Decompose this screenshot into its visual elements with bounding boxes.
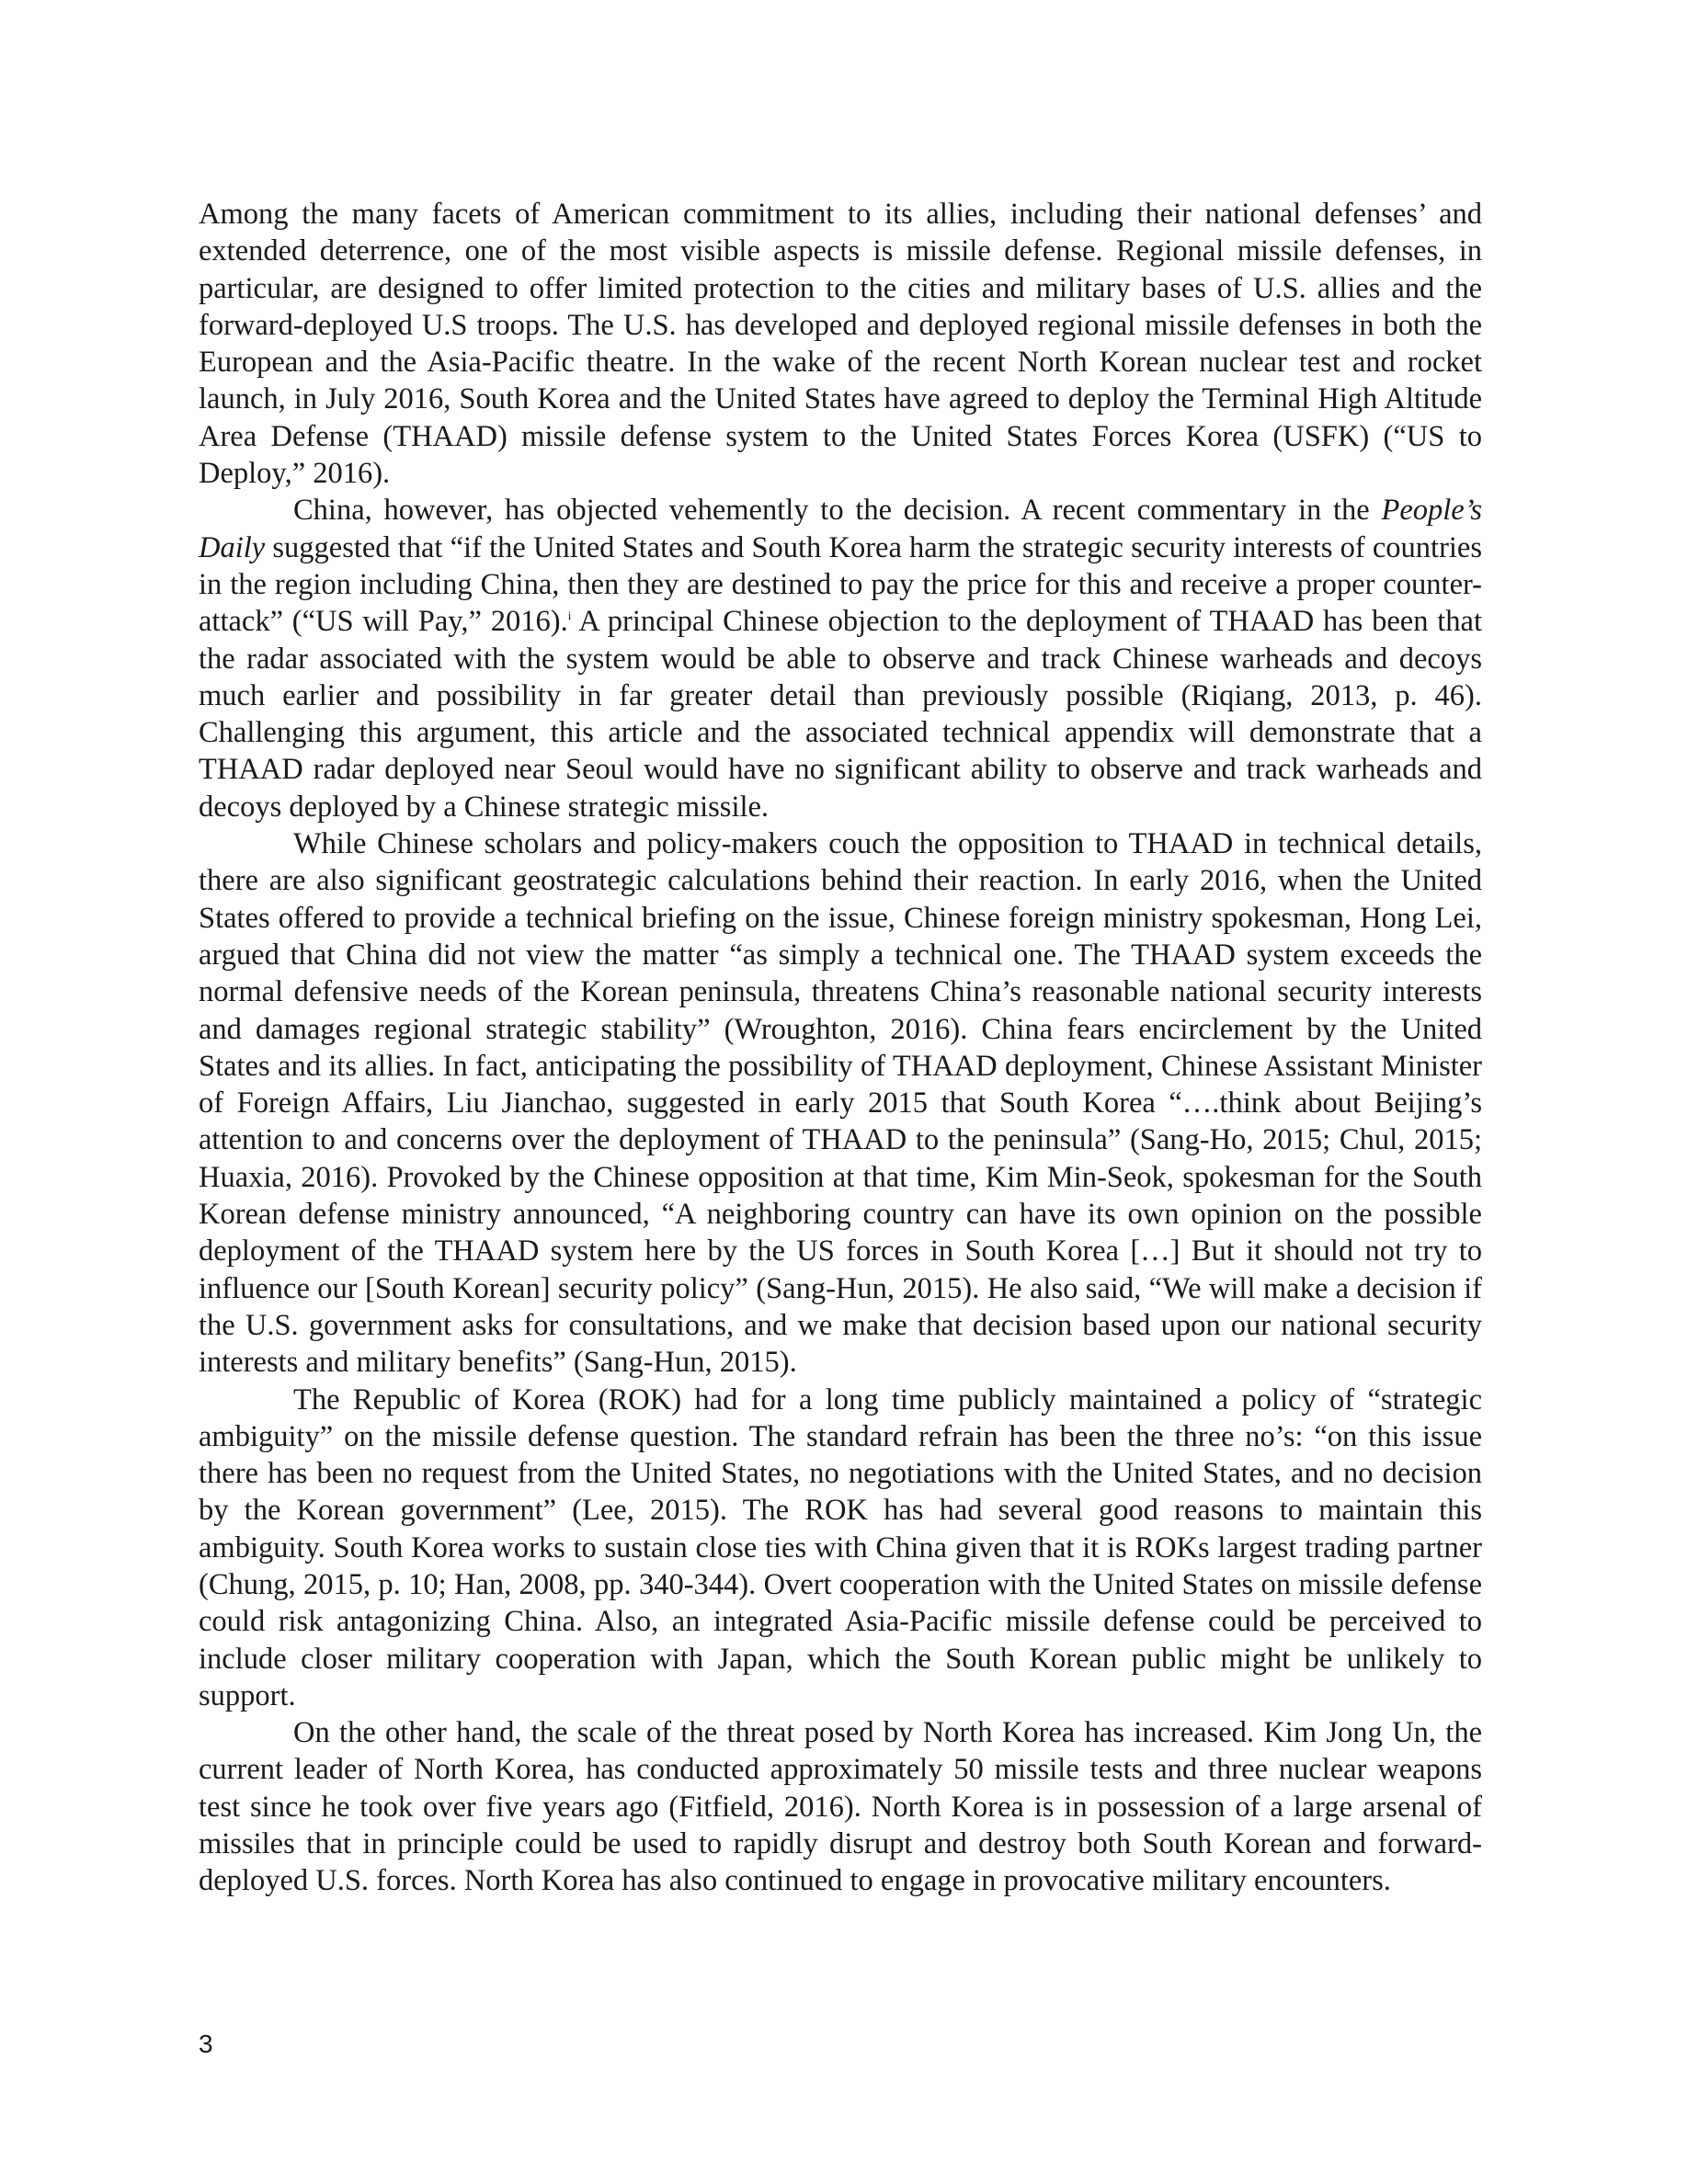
paragraph-1: Among the many facets of American commitment to its allies, including their national defenses’ and extended deterrence, one of the most visible aspects is missile defense. Regional missile defenses, in particular, are designed to offer limited protection to the cities and military bases of U.S. allies and the forward-deployed U.S troops. The U.S. has developed and deployed regional missile defenses in both the European and the Asia-Pacific theatre. In the wake of the recent North Korean nuclear test and rocket launch, in July 2016, South Korea and the United States have agreed to deploy the Terminal High Altitude Area Defense (THAAD) missile defense system to the United States Forces Korea (USFK) (“US to Deploy,” 2016). — [199, 198, 1482, 491]
paragraph-4: The Republic of Korea (ROK) had for a long time publicly maintained a policy of “strategic ambiguity” on the missile defense question. The standard refrain has been the three no’s: “on this issue there has been no request from the United States, no negotiations with the United States, and no decision by the Korean government” (Lee, 2015). The ROK has had several good reasons to maintain this ambiguity. South Korea works to sustain close ties with China given that it is ROKs largest trading partner (Chung, 2015, p. 10; Han, 2008, pp. 340-344). Overt cooperation with the United States on missile defense could risk antagonizing China. Also, an integrated Asia-Pacific missile defense could be perceived to include closer military cooperation with Japan, which the South Korean public might be unlikely to support. — [199, 1382, 1482, 1712]
paragraph-2-lead: China, however, has objected vehemently to the decision. A recent commentary in the — [293, 494, 1382, 528]
publication-title: People’s Daily — [199, 494, 1482, 564]
paragraph-3: While Chinese scholars and policy-makers couch the opposition to THAAD in technical details, there are also significant geostrategic calculations behind their reaction. In early 2016, when the United States offered to provide a technical briefing on the issue, Chinese foreign ministry spokesman, Hong Lei, argued that China did not view the matter “as simply a technical one. The THAAD system exceeds the normal defensive needs of the Korean peninsula, threatens China’s reasonable national security interests and damages regional strategic stability” (Wroughton, 2016). China fears encirclement by the United States and its allies. In fact, anticipating the possibility of THAAD deployment, Chinese Assistant Minister of Foreign Affairs, Liu Jianchao, suggested in early 2015 that South Korea “….think about Beijing’s attention to and concerns over the deployment of THAAD to the peninsula” (Sang-Ho, 2015; Chul, 2015; Huaxia, 2016). Provoked by the Chinese opposition at that time, Kim Min-Seok, spokesman for the South Korean defense ministry announced, “A neighboring country can have its own opinion on the possible deployment of the THAAD system here by the US forces in South Korea […] But it should not try to influence our [South Korean] security policy” (Sang-Hun, 2015). He also said, “We will make a decision if the U.S. government asks for consultations, and we make that decision based upon our national security interests and military benefits” (Sang-Hun, 2015). — [199, 827, 1482, 1380]
page-number: 3 — [199, 2030, 213, 2058]
paragraph-5: On the other hand, the scale of the threat posed by North Korea has increased. Kim Jong Un, the current leader of North Korea, has conducted approximately 50 missile tests and three nuclear weapons test since he took over five years ago (Fitfield, 2016). North Korea is in possession of a large arsenal of missiles that in principle could be used to rapidly disrupt and destroy both South Korean and forward-deployed U.S. forces. North Korea has also continued to engage in provocative military encounters. — [199, 1716, 1482, 1898]
footnote-marker[interactable]: i — [567, 609, 572, 623]
body-text — [199, 196, 1482, 1900]
paragraph-2 — [199, 492, 1482, 825]
paragraph-2-tail: A principal Chinese objection to the deployment of THAAD has been that the radar associated with the system would be able to observe and track Chinese warheads and decoys much earlier and possibility in far greater detail than previously possible (Riqiang, 2013, p. 46). Challenging this argument, this article and the associated technical appendix will demonstrate that a THAAD radar deployed near Seoul would have no significant ability to observe and track warheads and decoys deployed by a Chinese strategic missile. — [199, 605, 1483, 824]
paragraph-2-mid: suggested that “if the United States and South Korea harm the strategic security interests of countries in the region including China, then they are destined to pay the price for this and receive a proper counter-attack” (“US will Pay,” 2016). — [199, 530, 1482, 639]
